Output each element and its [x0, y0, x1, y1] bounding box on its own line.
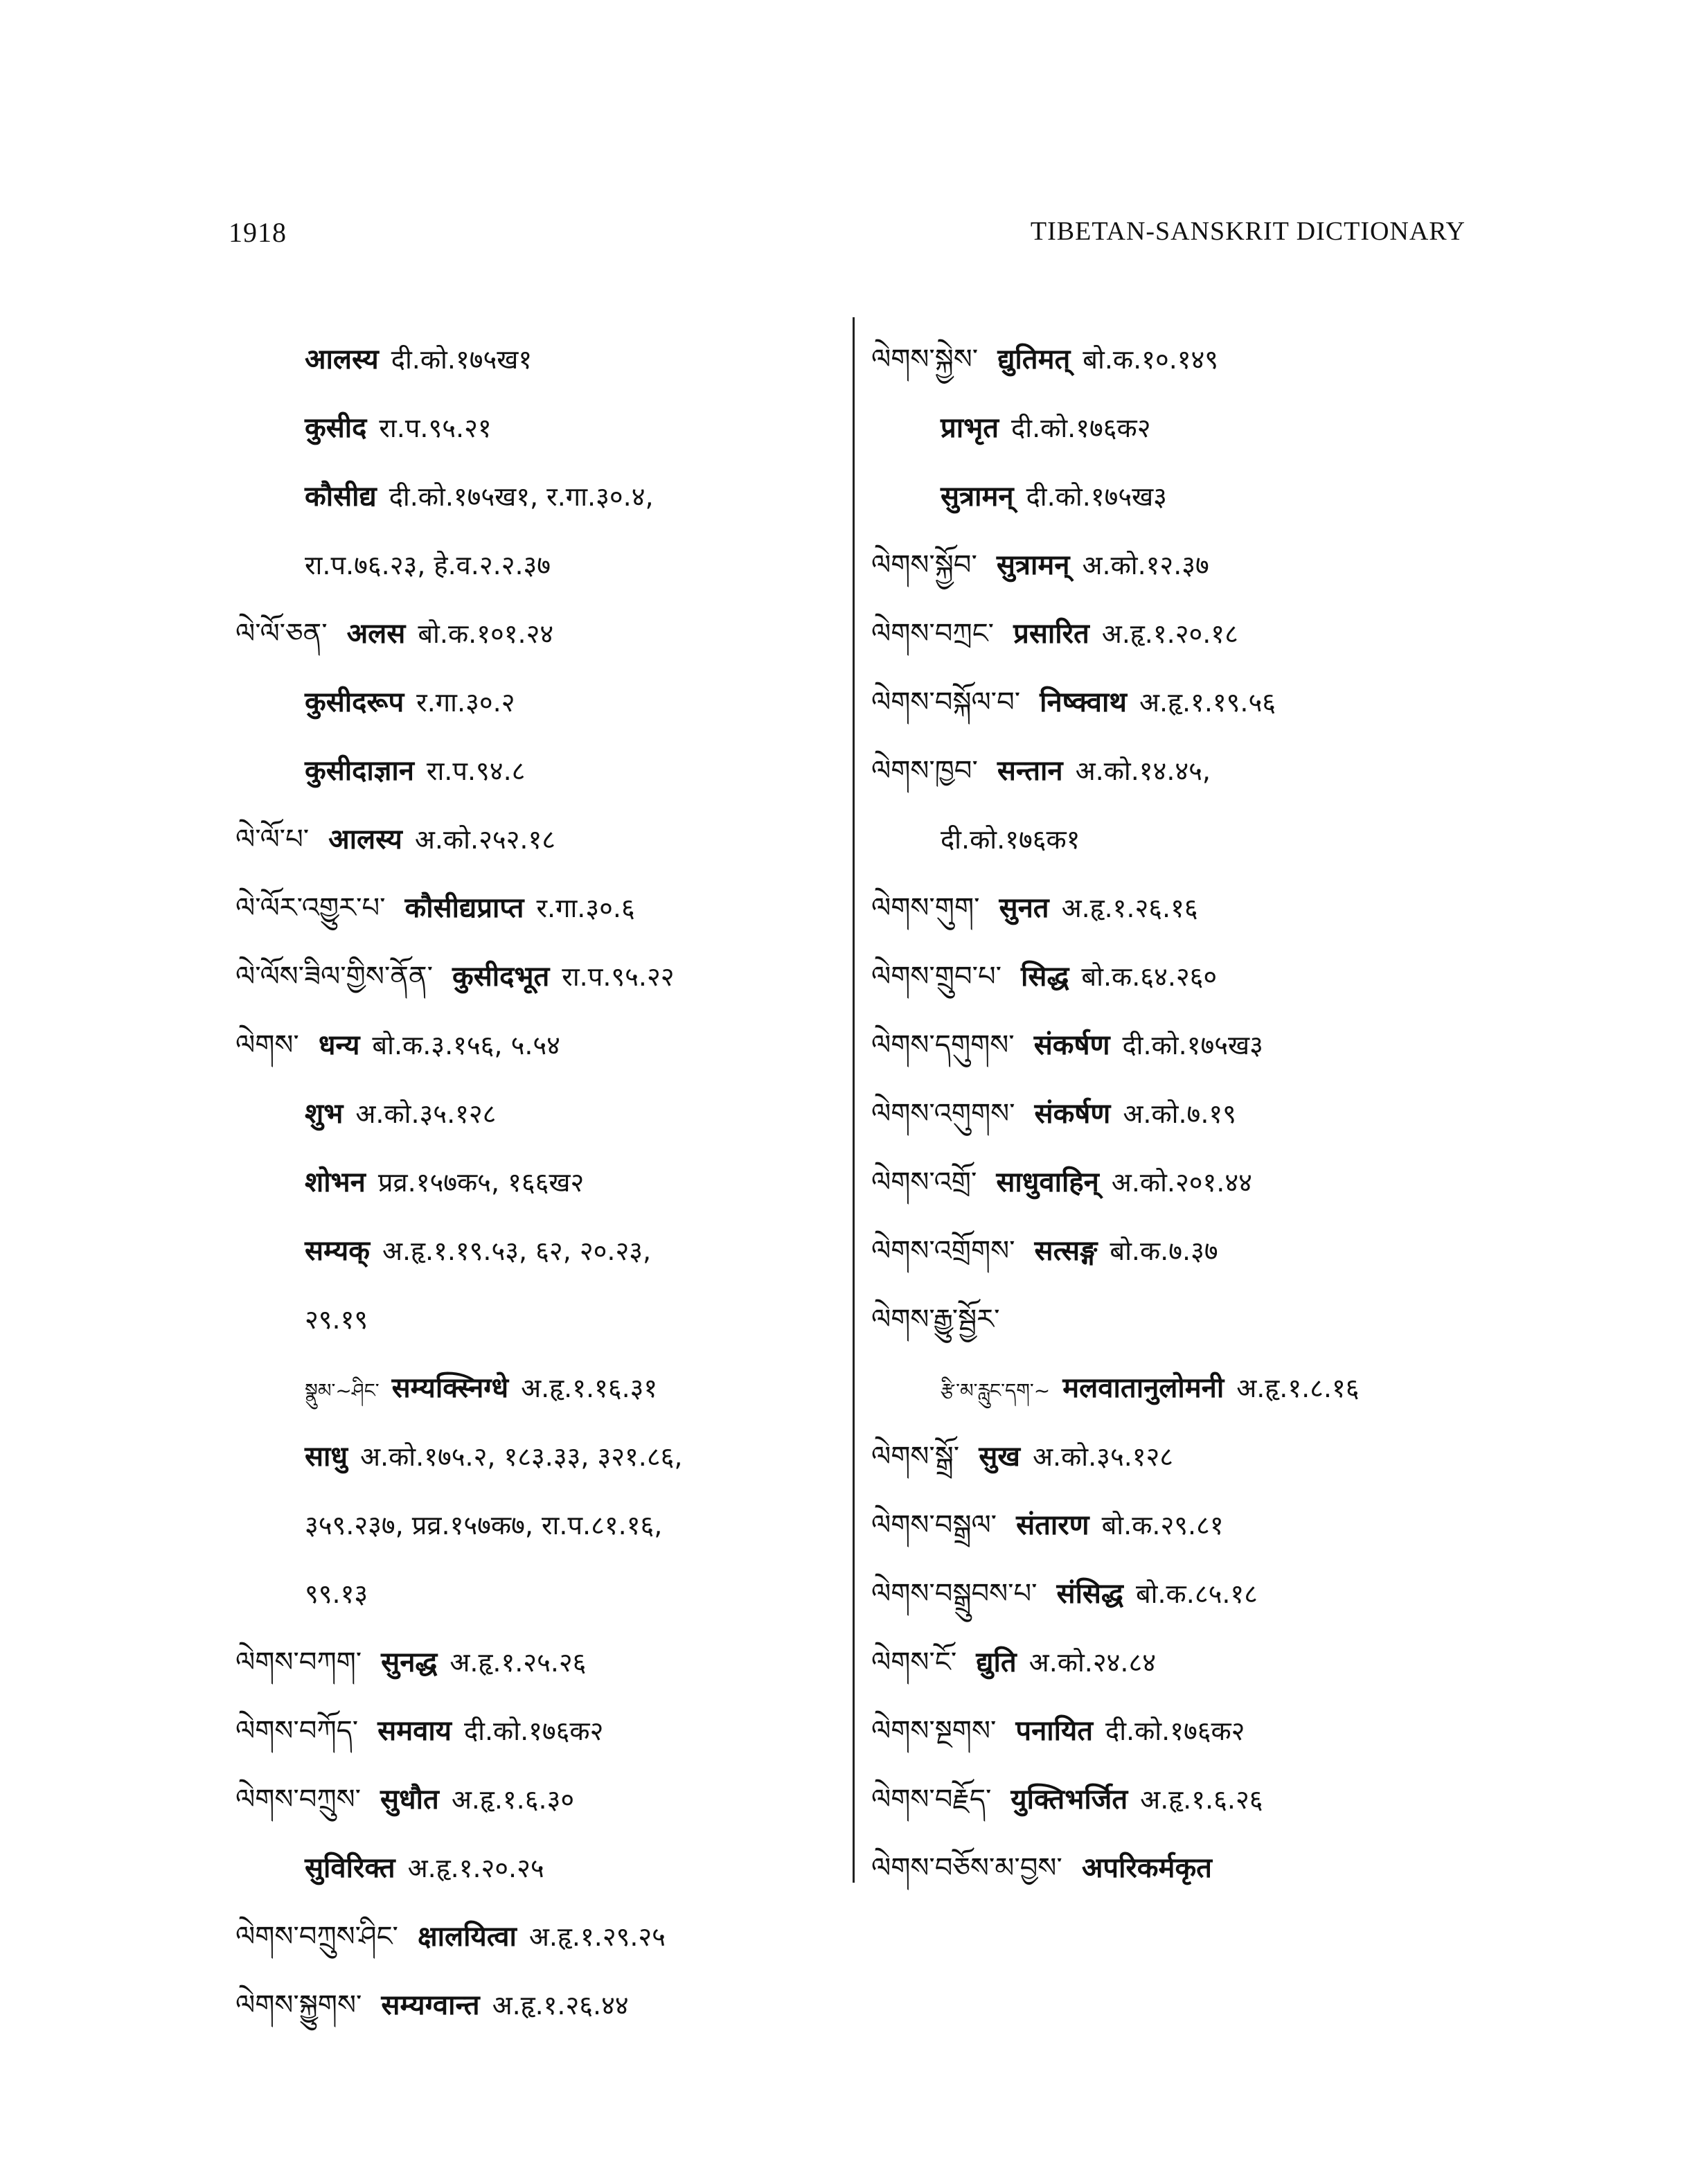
- tibetan-headword: ལེགས་འགྲོགས་: [871, 1235, 1015, 1267]
- dictionary-line: [871, 737, 1481, 806]
- column-divider: [853, 317, 855, 1883]
- source-reference: प्रव्र.१५७क५, १६६ख२: [377, 1167, 585, 1198]
- sanskrit-equivalent: क्षालयित्वा: [417, 1921, 517, 1953]
- source-reference: ३५९.२३७, प्रव्र.१५७क७, रा.प.८१.१६,: [305, 1510, 663, 1541]
- dictionary-line: [871, 531, 1481, 600]
- source-reference: अ.हृ.१.२९.२५: [528, 1921, 666, 1952]
- dictionary-line: [871, 1560, 1481, 1628]
- page-number: 1918: [229, 217, 287, 248]
- sanskrit-equivalent: सिद्ध: [1021, 961, 1069, 993]
- source-reference: अ.को.७.१९: [1123, 1099, 1236, 1129]
- sanskrit-equivalent: सुनत: [999, 892, 1049, 924]
- source-reference: अ.हृ.१.२०.१८: [1101, 619, 1238, 649]
- sanskrit-equivalent: सुधौत: [380, 1784, 439, 1815]
- sanskrit-equivalent: प्राभृत: [941, 412, 999, 444]
- dictionary-line: [871, 1354, 1481, 1423]
- source-reference: दी.को.१७५ख१: [391, 344, 533, 375]
- source-reference: अ.को.१२.३७: [1082, 550, 1209, 580]
- tibetan-headword: ལེགས་འགྲོ་: [871, 1166, 977, 1198]
- tibetan-headword: ལེགས་དགུགས་: [871, 1029, 1015, 1061]
- dictionary-line: [235, 1766, 831, 1834]
- dictionary-line: [871, 943, 1481, 1011]
- dictionary-line: [871, 806, 1481, 874]
- source-reference: बो.क.२९.८१: [1101, 1510, 1224, 1541]
- source-reference: अ.हृ.१.१९.५६: [1139, 687, 1276, 718]
- tibetan-headword: ལེགས་གྲུབ་པ་: [871, 961, 1002, 993]
- sanskrit-equivalent: युक्तिभर्जित: [1010, 1784, 1128, 1815]
- dictionary-line: [871, 600, 1481, 668]
- dictionary-line: [871, 326, 1481, 394]
- sanskrit-equivalent: सुनद्ध: [381, 1646, 438, 1678]
- dictionary-line: [235, 1286, 831, 1354]
- sanskrit-equivalent: द्युति: [976, 1646, 1017, 1678]
- tibetan-headword: ལེགས་བསྒྲལ་: [871, 1509, 997, 1541]
- sanskrit-equivalent: मलवातानुलोमनी: [1062, 1372, 1224, 1404]
- tibetan-headword: ལེགས་སྐྱུགས་: [235, 1989, 362, 2021]
- right-column: [871, 326, 1481, 1903]
- sanskrit-equivalent: द्युतिमत्: [997, 344, 1071, 375]
- sanskrit-equivalent: सम्यग्वान्त: [381, 1989, 480, 2021]
- tibetan-headword: ལེ་ལོས་ཟིལ་གྱིས་ནོན་: [235, 961, 433, 993]
- tibetan-headword: ལེགས་སྐྱེས་: [871, 344, 979, 375]
- source-reference: ९९.१३: [305, 1579, 368, 1609]
- tibetan-headword: ལེགས་: [235, 1029, 299, 1061]
- source-reference: बो.क.८५.१८: [1135, 1579, 1258, 1609]
- dictionary-line: [235, 1217, 831, 1286]
- source-reference: अ.को.२०१.४४: [1111, 1167, 1252, 1198]
- sanskrit-equivalent: सुत्रामन्: [941, 481, 1014, 513]
- sanskrit-equivalent: संतारण: [1016, 1509, 1089, 1541]
- dictionary-line: [871, 668, 1481, 737]
- tibetan-headword: ལེ་ལོ་པ་: [235, 824, 310, 855]
- source-reference: दी.को.१७६क२: [1105, 1716, 1245, 1746]
- dictionary-line: [235, 600, 831, 668]
- source-reference: बो.क.१०१.२४: [418, 619, 554, 649]
- source-reference: अ.हृ.१.२०.२५: [407, 1853, 544, 1883]
- source-reference: दी.को.१७६क२: [1011, 413, 1151, 443]
- tibetan-headword: ལེགས་བཀག་: [235, 1646, 362, 1678]
- dictionary-line: [235, 1491, 831, 1560]
- sanskrit-equivalent: संकर्षण: [1034, 1098, 1111, 1130]
- sanskrit-equivalent: सुत्रामन्: [996, 549, 1070, 581]
- dictionary-line: [235, 1834, 831, 1903]
- source-reference: २९.१९: [305, 1304, 368, 1335]
- sanskrit-equivalent: पनायित: [1015, 1715, 1094, 1747]
- sanskrit-equivalent: निष्क्वाथ: [1040, 686, 1127, 718]
- sanskrit-equivalent: सत्सङ्ग: [1034, 1235, 1098, 1267]
- dictionary-line: [871, 1697, 1481, 1766]
- source-reference: अ.हृ.१.१९.५३, ६२, २०.२३,: [382, 1236, 652, 1266]
- left-column: [235, 326, 831, 2040]
- source-reference: अ.हृ.१.२५.२६: [449, 1647, 587, 1678]
- tibetan-headword: རྩི་མ་རླུང་དག་~: [941, 1379, 1051, 1402]
- source-reference: अ.हृ.१.६.२६: [1140, 1784, 1263, 1815]
- sanskrit-equivalent: शोभन: [305, 1166, 366, 1198]
- sanskrit-equivalent: सुविरिक्त: [305, 1852, 395, 1884]
- tibetan-headword: ལེ་ལོ་ཅན་: [235, 618, 328, 650]
- dictionary-line: [871, 1217, 1481, 1286]
- sanskrit-equivalent: कुसीदाज्ञान: [305, 755, 414, 787]
- sanskrit-equivalent: सुख: [979, 1441, 1020, 1473]
- dictionary-line: [235, 1148, 831, 1217]
- tibetan-headword: ལེགས་བཅོས་མ་བྱས་: [871, 1852, 1062, 1884]
- source-reference: दी.को.१७५ख३: [1122, 1030, 1263, 1060]
- dictionary-line: [235, 737, 831, 806]
- sanskrit-equivalent: शुभ: [305, 1098, 344, 1130]
- tibetan-headword: ལེགས་བསྐོལ་བ་: [871, 686, 1021, 718]
- sanskrit-equivalent: समवाय: [377, 1715, 452, 1747]
- tibetan-headword: ལེགས་སྐྱོབ་: [871, 549, 977, 581]
- source-reference: अ.हृ.१.१६.३१: [521, 1373, 658, 1403]
- source-reference: अ.हृ.१.६.३०: [451, 1784, 575, 1815]
- source-reference: बो.क.७.३७: [1110, 1236, 1218, 1266]
- source-reference: दी.को.१७६क२: [463, 1716, 604, 1746]
- dictionary-line: [871, 1766, 1481, 1834]
- source-reference: दी.को.१७५ख३: [1026, 481, 1167, 512]
- dictionary-line: [871, 1834, 1481, 1903]
- sanskrit-equivalent: कुसीदरूप: [305, 686, 404, 718]
- sanskrit-equivalent: अलस: [346, 618, 406, 650]
- dictionary-line: [235, 463, 831, 531]
- tibetan-headword: ལེ་ལོར་འགྱུར་པ་: [235, 892, 386, 924]
- source-reference: अ.हृ.१.८.१६: [1236, 1373, 1360, 1403]
- dictionary-line: [871, 1011, 1481, 1080]
- sanskrit-equivalent: प्रसारित: [1013, 618, 1089, 650]
- running-title: TIBETAN-SANSKRIT DICTIONARY: [1030, 217, 1466, 246]
- dictionary-line: [871, 1080, 1481, 1148]
- sanskrit-equivalent: कौसीद्य: [305, 481, 377, 513]
- sanskrit-equivalent: साधु: [305, 1441, 348, 1473]
- source-reference: बो.क.६४.२६०: [1081, 961, 1218, 992]
- dictionary-line: [235, 806, 831, 874]
- dictionary-line: [235, 326, 831, 394]
- dictionary-line: [871, 1491, 1481, 1560]
- sanskrit-equivalent: संसिद्ध: [1056, 1578, 1123, 1610]
- source-reference: अ.को.३५.१२८: [355, 1099, 497, 1129]
- dictionary-line: [871, 1628, 1481, 1697]
- tibetan-headword: ལེགས་ངོ་: [871, 1646, 957, 1678]
- sanskrit-equivalent: कुसीद: [305, 412, 367, 444]
- tibetan-headword: སྣུམ་~ཤིང་: [305, 1379, 380, 1402]
- source-reference: र.गा.३०.६: [536, 893, 635, 923]
- source-reference: अ.को.२४.८४: [1028, 1647, 1156, 1678]
- tibetan-headword: ལེགས་བསྒྲུབས་པ་: [871, 1578, 1037, 1610]
- dictionary-line: [235, 1011, 831, 1080]
- source-reference: अ.को.३५.१२८: [1032, 1441, 1174, 1472]
- source-reference: बो.क.१०.१४९: [1083, 344, 1219, 375]
- sanskrit-equivalent: सम्यक्स्निग्धे: [391, 1372, 509, 1404]
- sanskrit-equivalent: आलस्य: [305, 344, 379, 375]
- dictionary-line: [871, 1148, 1481, 1217]
- dictionary-line: [871, 394, 1481, 463]
- tibetan-headword: ལེགས་བརྗོད་: [871, 1784, 992, 1815]
- sanskrit-equivalent: धन्य: [318, 1029, 360, 1061]
- dictionary-line: [235, 668, 831, 737]
- sanskrit-equivalent: सन्तान: [997, 755, 1063, 787]
- dictionary-line: [235, 874, 831, 943]
- dictionary-line: [235, 1423, 831, 1491]
- source-reference: रा.प.९५.२२: [562, 961, 675, 992]
- source-reference: अ.को.२५२.१८: [414, 824, 555, 855]
- source-reference: दी.को.१७५ख१, र.गा.३०.४,: [389, 481, 654, 512]
- dictionary-line: [235, 943, 831, 1011]
- dictionary-line: [871, 874, 1481, 943]
- dictionary-line: [235, 394, 831, 463]
- dictionary-line: [871, 1286, 1481, 1354]
- tibetan-headword: ལེགས་སྔགས་: [871, 1715, 997, 1747]
- dictionary-line: [235, 1697, 831, 1766]
- dictionary-line: [235, 1354, 831, 1423]
- dictionary-line: [235, 1903, 831, 1971]
- source-reference: अ.को.१७५.२, १८३.३३, ३२१.८६,: [360, 1441, 683, 1472]
- dictionary-line: [235, 531, 831, 600]
- tibetan-headword: ལེགས་བཀྲང་: [871, 618, 995, 650]
- source-reference: अ.हृ.१.२६.१६: [1061, 893, 1198, 923]
- source-reference: रा.प.७६.२३, हे.व.२.२.३७: [305, 550, 551, 580]
- source-reference: रा.प.९४.८: [426, 756, 526, 786]
- sanskrit-equivalent: आलस्य: [328, 824, 402, 855]
- sanskrit-equivalent: कौसीद्यप्राप्त: [404, 892, 524, 924]
- source-reference: अ.को.१४.४५,: [1075, 756, 1211, 786]
- dictionary-line: [235, 1080, 831, 1148]
- tibetan-headword: ལེགས་སྒྲོ་: [871, 1441, 960, 1473]
- source-reference: र.गा.३०.२: [416, 687, 515, 718]
- tibetan-headword: ལེགས་གུག་: [871, 892, 980, 924]
- dictionary-line: [871, 1423, 1481, 1491]
- dictionary-line: [235, 1971, 831, 2040]
- dictionary-line: [235, 1628, 831, 1697]
- tibetan-headword: ལེགས་བཀྲུས་: [235, 1784, 361, 1815]
- sanskrit-equivalent: सम्यक्: [305, 1235, 370, 1267]
- dictionary-line: [871, 463, 1481, 531]
- source-reference: दी.को.१७६क१: [941, 824, 1080, 855]
- tibetan-headword: ལེགས་བཀྲུས་ཤིང་: [235, 1921, 398, 1953]
- source-reference: अ.हृ.१.२६.४४: [492, 1990, 629, 2021]
- sanskrit-equivalent: संकर्षण: [1033, 1029, 1110, 1061]
- source-reference: रा.प.९५.२१: [379, 413, 492, 443]
- sanskrit-equivalent: अपरिकर्मकृत: [1081, 1852, 1212, 1884]
- dictionary-line: [235, 1560, 831, 1628]
- tibetan-headword: ལེགས་ཁྱབ་: [871, 755, 978, 787]
- source-reference: बो.क.३.१५६, ५.५४: [372, 1030, 560, 1060]
- sanskrit-equivalent: साधुवाहिन्: [996, 1166, 1099, 1198]
- tibetan-headword: ལེགས་འགུགས་: [871, 1098, 1015, 1130]
- sanskrit-equivalent: कुसीदभूत: [452, 961, 550, 993]
- tibetan-headword: ལེགས་བཀོད་: [235, 1715, 359, 1747]
- tibetan-headword: ལེགས་རྒྱུ་སྦྱོར་: [871, 1304, 1000, 1335]
